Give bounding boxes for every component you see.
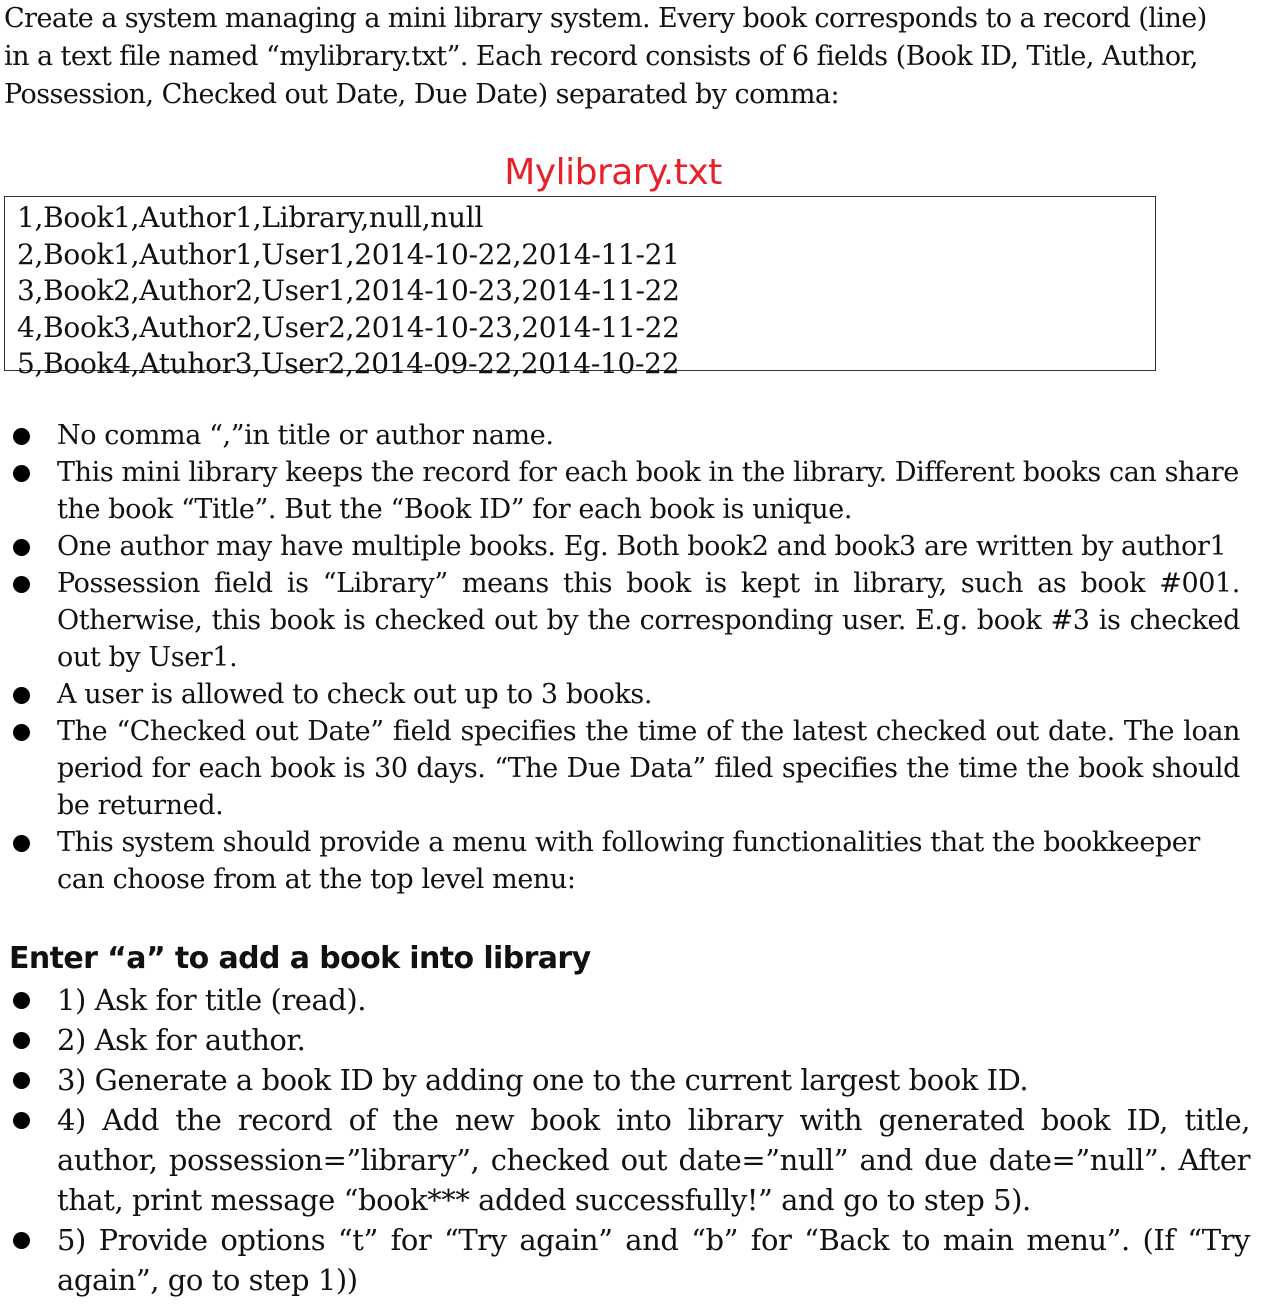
rule-text: This system should provide a menu with following functionalities that the bookkeeper can choose from at the top level menu:: [57, 827, 1200, 895]
step-text: 1) Ask for title (read).: [57, 983, 367, 1017]
record-line: 4,Book3,Author2,User2,2014-10-23,2014-11-22: [17, 310, 680, 344]
rules-list: [0, 417, 1240, 898]
bullet-icon: [13, 428, 30, 445]
rule-text: A user is allowed to check out up to 3 books.: [57, 679, 653, 710]
bullet-icon: [13, 992, 30, 1009]
step-item: [0, 1100, 1250, 1220]
rule-text: This mini library keeps the record for each book in the library. Different books can share the book “Title”. But the “Book ID” for each book is unique.: [57, 457, 1239, 525]
rule-text: The “Checked out Date” field specifies the time of the latest checked out date. The loan period for each book is 30 days. “The Due Data” filed specifies the time the book should be returned.: [57, 716, 1240, 821]
file-title: Mylibrary.txt: [504, 152, 722, 193]
rule-item: [0, 454, 1240, 528]
record-line: 1,Book1,Author1,Library,null,null: [17, 201, 484, 234]
bullet-icon: [13, 539, 30, 556]
step-item: [0, 1220, 1250, 1300]
bullet-icon: [13, 1232, 30, 1249]
step-text: 4) Add the record of the new book into library with generated book ID, title, author, possession=”library”, checked out date=”null” and due date=”null”. After that, print message “book*** added successfully!” and go to step 5).: [57, 1103, 1250, 1217]
bullet-icon: [13, 835, 30, 852]
step-text: 5) Provide options “t” for “Try again” and “b” for “Back to main menu”. (If “Try again”, go to step 1)): [57, 1223, 1250, 1297]
step-text: 3) Generate a book ID by adding one to the current largest book ID.: [57, 1063, 1029, 1097]
rule-text: One author may have multiple books. Eg. Both book2 and book3 are written by author1: [57, 531, 1227, 562]
bullet-icon: [13, 1032, 30, 1049]
records-box: [4, 196, 1156, 380]
record-line: 3,Book2,Author2,User1,2014-10-23,2014-11-22: [17, 274, 680, 307]
step-item: [0, 980, 1250, 1020]
rule-text: No comma “,”in title or author name.: [57, 420, 554, 451]
bullet-icon: [13, 724, 30, 741]
intro-paragraph: Create a system managing a mini library system. Every book corresponds to a record (line) in a text file named “mylibrary.txt”. Each record consists of 6 fields (Book ID, Title, Author, Possession, Checked out Date, Due Date) separated by comma:: [4, 3, 1207, 110]
record-line: 2,Book1,Author1,User1,2014-10-22,2014-11-21: [17, 237, 680, 271]
step-item: [0, 1020, 1250, 1060]
rule-item: [0, 713, 1240, 824]
bullet-icon: [13, 1072, 30, 1089]
rule-item: [0, 824, 1240, 898]
step-text: 2) Ask for author.: [57, 1023, 306, 1057]
step-item: [0, 1060, 1250, 1100]
bullet-icon: [13, 465, 30, 482]
bullet-icon: [13, 1112, 30, 1129]
rule-text: Possession field is “Library” means this book is kept in library, such as book #001. Otherwise, this book is checked out by the corresponding user. E.g. book #3 is checked out by User1.: [57, 568, 1240, 673]
rule-item: [0, 528, 1240, 565]
rule-item: [0, 676, 1240, 713]
steps-list: [0, 980, 1250, 1300]
rule-item: [0, 417, 1240, 454]
bullet-icon: [13, 687, 30, 704]
rule-item: [0, 565, 1240, 676]
bullet-icon: [13, 576, 30, 593]
record-line: 5,Book4,Atuhor3,User2,2014-09-22,2014-10-22: [17, 347, 680, 380]
section-heading: Enter “a” to add a book into library: [9, 941, 591, 976]
